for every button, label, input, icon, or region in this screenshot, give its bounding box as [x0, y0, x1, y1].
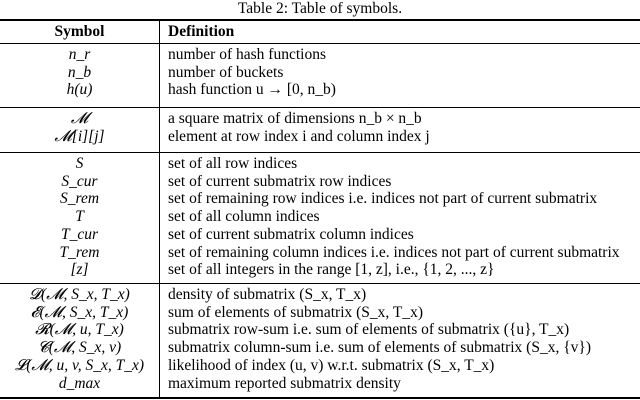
definition-cell: number of buckets [168, 63, 284, 81]
definition-cell: maximum reported submatrix density [168, 374, 401, 392]
definition-cell: density of submatrix (S_x, T_x) [168, 286, 367, 303]
bottom-rule [0, 397, 640, 399]
symbol-cell: [z] [70, 261, 89, 279]
symbol-cell: n_b [67, 63, 92, 81]
symbol-cell: 𝓒(𝓜, S_x, v) [37, 339, 122, 357]
table-row [0, 155, 640, 173]
symbol-cell: T [75, 208, 84, 226]
definition-cell: element at row index i and column index j [168, 127, 430, 145]
table-row [0, 261, 640, 279]
header-rule [0, 43, 640, 44]
symbol-cell: 𝓛(𝓜, u, v, S_x, T_x) [14, 356, 145, 374]
table-row [0, 110, 640, 128]
definition-cell: set of current submatrix row indices [168, 172, 392, 190]
table-row [0, 190, 640, 208]
symbol-header: Symbol [54, 23, 105, 40]
definition-cell: set of all column indices [168, 208, 320, 226]
table-row [0, 173, 640, 191]
table-row [0, 304, 640, 322]
definition-cell: hash function u → [0, n_b) [168, 81, 336, 99]
table-caption: Table 2: Table of symbols. [237, 0, 403, 17]
table-row [0, 244, 640, 262]
table-row [0, 375, 640, 393]
symbol-cell: 𝓜 [70, 110, 89, 127]
table-row [0, 321, 640, 339]
definition-cell: set of all integers in the range [1, z], i.e., {1, 2, ..., z} [168, 261, 495, 279]
symbol-cell: h(u) [66, 81, 93, 99]
definition-cell: submatrix column-sum i.e. sum of elements of submatrix (S_x, {v}) [168, 339, 591, 357]
definition-header: Definition [168, 23, 235, 40]
table-row [0, 286, 640, 304]
table-row [0, 208, 640, 226]
definition-cell: submatrix row-sum i.e. sum of elements of submatrix ({u}, T_x) [168, 321, 570, 339]
definition-cell: a square matrix of dimensions n_b × n_b [168, 110, 422, 127]
definition-cell: set of all row indices [168, 155, 298, 172]
table-row [0, 64, 640, 82]
symbol-cell: d_max [58, 374, 101, 392]
top-rule [0, 19, 640, 21]
symbol-cell: S_cur [61, 172, 98, 190]
table-row [0, 81, 640, 99]
definition-cell: set of remaining row indices i.e. indices not part of current submatrix [168, 190, 598, 208]
symbol-cell: T_rem [59, 243, 100, 261]
table-row [0, 128, 640, 146]
table-row [0, 226, 640, 244]
symbol-cell: T_cur [60, 225, 99, 243]
definition-cell: likelihood of index (u, v) w.r.t. submatrix (S_x, T_x) [168, 356, 495, 374]
group-separator [0, 152, 640, 153]
symbol-cell: n_r [68, 46, 91, 63]
definition-cell: number of hash functions [168, 46, 326, 63]
symbol-cell: S [75, 155, 84, 172]
symbol-cell: 𝓓(𝓜, S_x, T_x) [29, 286, 130, 303]
symbol-cell: 𝓔(𝓜, S_x, T_x) [30, 303, 129, 321]
symbol-cell: 𝓜[i][j] [54, 127, 105, 145]
definition-cell: set of remaining column indices i.e. indices not part of current submatrix [168, 243, 620, 261]
definition-cell: set of current submatrix column indices [168, 225, 414, 243]
definition-cell: sum of elements of submatrix (S_x, T_x) [168, 303, 424, 321]
group-separator [0, 283, 640, 284]
table-row [0, 46, 640, 64]
symbol-cell: 𝓡(𝓜, u, T_x) [35, 321, 124, 339]
symbol-cell: S_rem [59, 190, 100, 208]
table-row [0, 357, 640, 375]
group-separator [0, 107, 640, 108]
table-row [0, 339, 640, 357]
